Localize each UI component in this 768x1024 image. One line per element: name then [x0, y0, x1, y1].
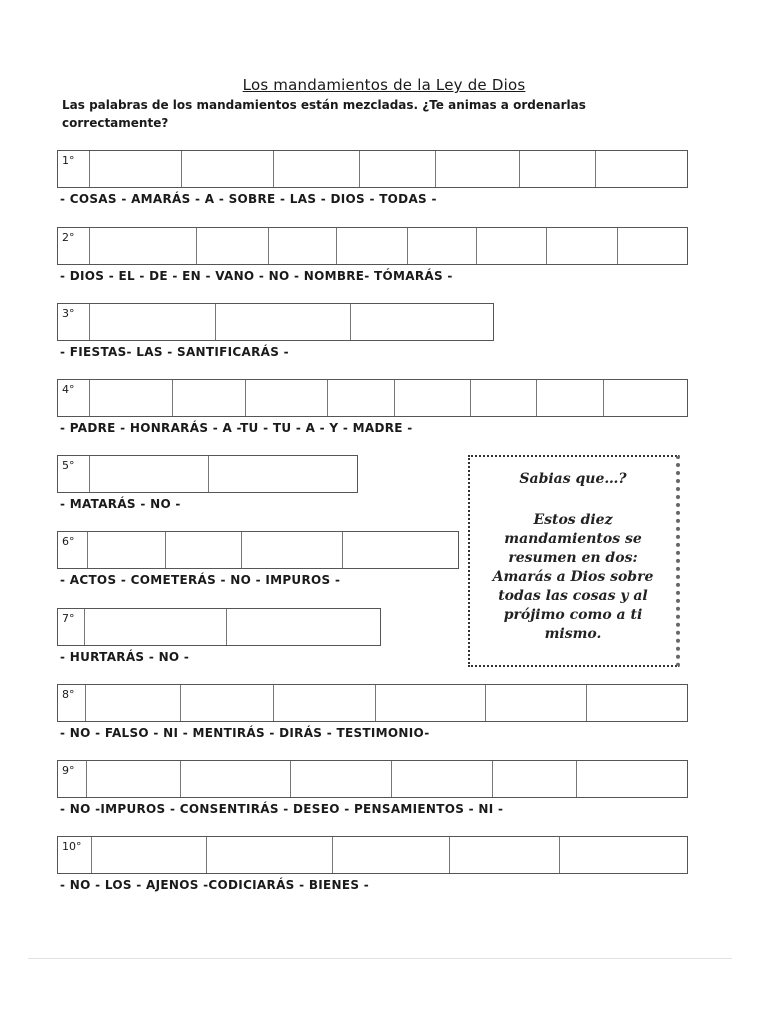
answer-row-5: [57, 455, 358, 493]
commandment-number: 8°: [62, 688, 75, 701]
scrambled-words: - ACTOS - COMETERÁS - NO - IMPUROS -: [60, 573, 341, 587]
answer-row-9: [57, 760, 688, 798]
answer-cell[interactable]: [351, 304, 493, 340]
answer-cell[interactable]: [207, 837, 333, 873]
answer-cell[interactable]: [166, 532, 242, 568]
answer-cell[interactable]: [560, 837, 687, 873]
answer-cell[interactable]: [477, 228, 547, 264]
number-cell: [58, 456, 90, 492]
scrambled-words: - HURTARÁS - NO -: [60, 650, 190, 664]
answer-cell[interactable]: [547, 228, 618, 264]
did-you-know-box: [468, 455, 680, 667]
answer-cell[interactable]: [392, 761, 493, 797]
answer-row-3: [57, 303, 494, 341]
answer-cell[interactable]: [343, 532, 458, 568]
answer-cell[interactable]: [181, 685, 274, 721]
answer-cell[interactable]: [181, 761, 291, 797]
did-you-know-heading: Sabias que…?: [519, 471, 627, 487]
number-cell: [58, 609, 85, 645]
answer-cell[interactable]: [537, 380, 604, 416]
answer-cell[interactable]: [90, 304, 216, 340]
answer-cell[interactable]: [197, 228, 269, 264]
scrambled-words: - DIOS - EL - DE - EN - VANO - NO - NOMBRE- TÓMARÁS -: [60, 269, 453, 283]
number-cell: [58, 151, 90, 187]
answer-cell[interactable]: [182, 151, 274, 187]
commandment-number: 4°: [62, 383, 75, 396]
answer-row-4: [57, 379, 688, 417]
answer-cell[interactable]: [246, 380, 328, 416]
answer-cell[interactable]: [618, 228, 687, 264]
page-title: Los mandamientos de la Ley de Dios: [242, 76, 526, 94]
answer-cell[interactable]: [90, 456, 209, 492]
answer-cell[interactable]: [269, 228, 337, 264]
scrambled-words: - NO - FALSO - NI - MENTIRÁS - DIRÁS - TESTIMONIO-: [60, 726, 430, 740]
commandment-number: 6°: [62, 535, 75, 548]
scrambled-words: - NO -IMPUROS - CONSENTIRÁS - DESEO - PENSAMIENTOS - NI -: [60, 802, 504, 816]
number-cell: [58, 228, 90, 264]
answer-cell[interactable]: [90, 228, 197, 264]
did-you-know-text: Estos diez mandamientos se resumen en dos: Amarás a Dios sobre todas las cosas y al prójimo como a ti mismo.: [492, 512, 654, 642]
scrambled-words: - MATARÁS - NO -: [60, 497, 181, 511]
number-cell: [58, 837, 92, 873]
answer-row-6: [57, 531, 459, 569]
number-cell: [58, 761, 87, 797]
answer-cell[interactable]: [274, 151, 360, 187]
answer-cell[interactable]: [87, 761, 181, 797]
page-bottom-divider: [28, 958, 732, 959]
commandment-number: 3°: [62, 307, 75, 320]
answer-cell[interactable]: [90, 151, 182, 187]
answer-cell[interactable]: [227, 609, 380, 645]
number-cell: [58, 380, 90, 416]
answer-cell[interactable]: [86, 685, 181, 721]
answer-cell[interactable]: [450, 837, 560, 873]
answer-cell[interactable]: [291, 761, 392, 797]
answer-cell[interactable]: [92, 837, 207, 873]
answer-cell[interactable]: [520, 151, 596, 187]
answer-cell[interactable]: [328, 380, 395, 416]
answer-cell[interactable]: [90, 380, 173, 416]
answer-cell[interactable]: [395, 380, 471, 416]
answer-cell[interactable]: [493, 761, 577, 797]
answer-row-1: [57, 150, 688, 188]
scrambled-words: - COSAS - AMARÁS - A - SOBRE - LAS - DIOS - TODAS -: [60, 192, 437, 206]
commandment-number: 2°: [62, 231, 75, 244]
answer-cell[interactable]: [360, 151, 436, 187]
answer-cell[interactable]: [604, 380, 687, 416]
answer-cell[interactable]: [596, 151, 687, 187]
answer-cell[interactable]: [337, 228, 408, 264]
answer-cell[interactable]: [408, 228, 477, 264]
answer-cell[interactable]: [242, 532, 343, 568]
answer-row-7: [57, 608, 381, 646]
commandment-number: 1°: [62, 154, 75, 167]
commandment-number: 9°: [62, 764, 75, 777]
answer-cell[interactable]: [274, 685, 376, 721]
answer-cell[interactable]: [333, 837, 450, 873]
answer-cell[interactable]: [376, 685, 486, 721]
scrambled-words: - PADRE - HONRARÁS - A -TU - TU - A - Y - MADRE -: [60, 421, 413, 435]
answer-row-10: [57, 836, 688, 874]
answer-cell[interactable]: [577, 761, 687, 797]
scrambled-words: - NO - LOS - AJENOS -CODICIARÁS - BIENES -: [60, 878, 370, 892]
answer-row-2: [57, 227, 688, 265]
answer-cell[interactable]: [85, 609, 227, 645]
answer-cell[interactable]: [587, 685, 687, 721]
number-cell: [58, 304, 90, 340]
answer-cell[interactable]: [88, 532, 166, 568]
number-cell: [58, 532, 88, 568]
answer-cell[interactable]: [173, 380, 246, 416]
answer-row-8: [57, 684, 688, 722]
number-cell: [58, 685, 86, 721]
commandment-number: 10°: [62, 840, 82, 853]
answer-cell[interactable]: [486, 685, 587, 721]
scrambled-words: - FIESTAS- LAS - SANTIFICARÁS -: [60, 345, 289, 359]
answer-cell[interactable]: [216, 304, 351, 340]
instructions: Las palabras de los mandamientos están mezcladas. ¿Te animas a ordenarlas correctamente?: [62, 98, 586, 130]
commandment-number: 7°: [62, 612, 75, 625]
answer-cell[interactable]: [471, 380, 537, 416]
answer-cell[interactable]: [436, 151, 520, 187]
commandment-number: 5°: [62, 459, 75, 472]
answer-cell[interactable]: [209, 456, 357, 492]
